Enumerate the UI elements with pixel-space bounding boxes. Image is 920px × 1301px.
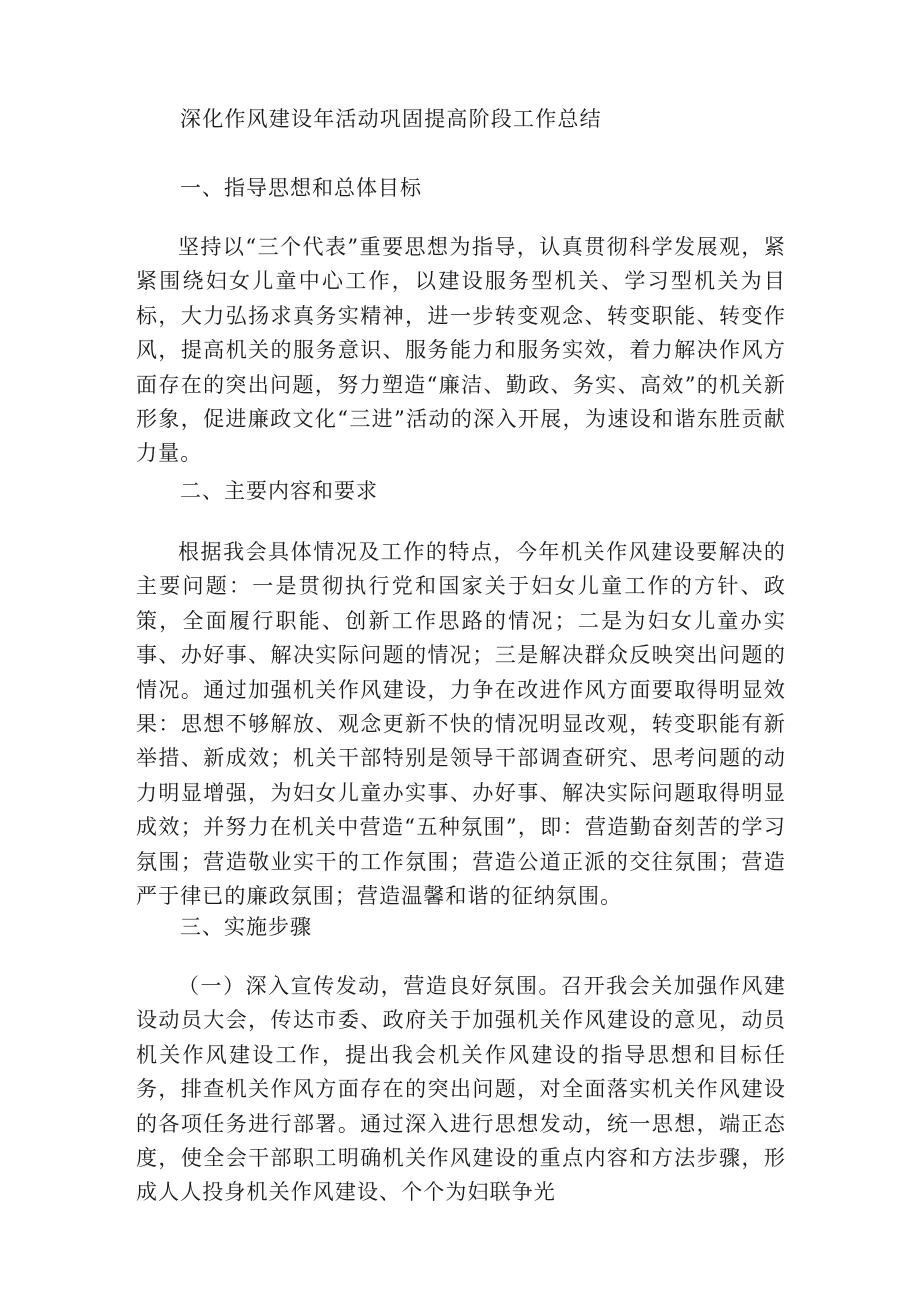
section-heading-1: 一、指导思想和总体目标	[180, 176, 422, 200]
document-title: 深化作风建设年活动巩固提高阶段工作总结	[180, 107, 602, 131]
section-paragraph-2: 根据我会具体情况及工作的特点，今年机关作风建设要解决的主要问题：一是贯彻执行党和国家关于妇女儿童工作的方针、政策，全面履行职能、创新工作思路的情况；二是为妇女儿童办实事、办好事、解决实际问题的情况；三是解决群众反映突出问题的情况。通过加强机关作风建设，力争在改进作风方面要取得明显效果：思想不够解放、观念更新不快的情况明显改观，转变职能有新举措、新成效；机关干部特别是领导干部调查研究、思考问题的动力明显增强，为妇女儿童办实事、办好事、解决实际问题取得明显成效；并努力在机关中营造“五种氛围”，即：营造勤奋刻苦的学习氛围；营造敬业实干的工作氛围；营造公道正派的交往氛围；营造严于律已的廉政氛围；营造温馨和谐的征纳氛围。	[136, 540, 786, 909]
section-paragraph-1: 坚持以“三个代表”重要思想为指导，认真贯彻科学发展观，紧紧围绕妇女儿童中心工作，以建设服务型机关、学习型机关为目标，大力弘扬求真务实精神，进一步转变观念、转变职能、转变作风，提高机关的服务意识、服务能力和服务实效，着力解决作风方面存在的突出问题，努力塑造“廉洁、勤政、务实、高效”的机关新形象，促进廉政文化“三进”活动的深入开展，为速设和谐东胜贡献力量。	[136, 235, 786, 466]
section-paragraph-3: （一）深入宣传发动，营造良好氛围。召开我会关加强作风建设动员大会，传达市委、政府关于加强机关作风建设的意见，动员机关作风建设工作，提出我会机关作风建设的指导思想和目标任务，排查机关作风方面存在的突出问题，对全面落实机关作风建设的各项任务进行部署。通过深入进行思想发动，统一思想，端正态度，使全会干部职工明确机关作风建设的重点内容和方法步骤，形成人人投身机关作风建设、个个为妇联争光	[136, 974, 786, 1205]
section-heading-3: 三、实施步骤	[180, 915, 312, 939]
section-heading-2: 二、主要内容和要求	[180, 479, 378, 503]
